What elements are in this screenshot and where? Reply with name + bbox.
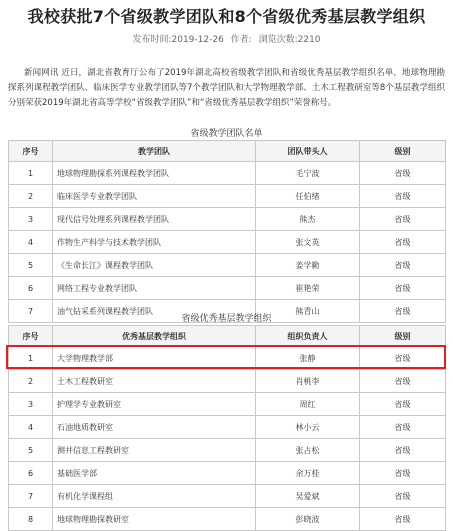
cell-name: 测井信息工程教研室 [53,439,256,462]
cell-name: 地球物理勘探系列课程教学团队 [53,162,256,185]
cell-level: 省级 [360,347,446,370]
teams-header-row [9,141,446,162]
cell-level: 省级 [360,416,446,439]
article-meta [0,32,453,45]
org-row [9,393,446,416]
cell-leader: 肖桃李 [256,370,360,393]
cell-level: 省级 [360,508,446,531]
org-row [9,508,446,531]
cell-index: 4 [9,416,53,439]
cell-index: 2 [9,370,53,393]
teams-header-level: 级别 [360,141,446,162]
cell-name: 有机化学课程组 [53,485,256,508]
cell-level: 省级 [360,185,446,208]
cell-level: 省级 [360,254,446,277]
org-row [9,370,446,393]
view-count: 浏览次数:2210 [258,35,321,45]
cell-index: 1 [9,162,53,185]
cell-leader: 熊青山 [256,300,360,323]
cell-index: 3 [9,393,53,416]
org-row [9,462,446,485]
cell-index: 6 [9,462,53,485]
teams-header-leader: 团队带头人 [256,141,360,162]
cell-name: 《生命长江》课程教学团队 [53,254,256,277]
orgs-caption: 省级优秀基层教学组织 [181,314,272,324]
cell-level: 省级 [360,370,446,393]
cell-leader: 任伯绪 [256,185,360,208]
cell-name: 油气钻采系列课程教学团队 [53,300,256,323]
cell-leader: 彭晓波 [256,508,360,531]
cell-index: 5 [9,439,53,462]
cell-name: 网络工程专业教学团队 [53,277,256,300]
cell-leader: 崔艳荣 [256,277,360,300]
cell-leader: 张占松 [256,439,360,462]
org-row [9,439,446,462]
team-row [9,231,446,254]
cell-index: 7 [9,485,53,508]
cell-leader: 张静 [256,347,360,370]
article-title: 我校获批7个省级教学团队和8个省级优秀基层教学组织 [27,7,426,26]
author-label: 作者: [230,35,252,45]
cell-name: 石油地质教研室 [53,416,256,439]
org-row [9,347,446,370]
team-row [9,277,446,300]
team-row [9,185,446,208]
cell-index: 2 [9,185,53,208]
cell-leader: 熊杰 [256,208,360,231]
cell-leader: 张文英 [256,231,360,254]
cell-level: 省级 [360,439,446,462]
cell-name: 基础医学部 [53,462,256,485]
cell-leader: 周红 [256,393,360,416]
team-row [9,254,446,277]
teams-header-index: 序号 [9,141,53,162]
cell-index: 1 [9,347,53,370]
article-intro: 新闻网讯 近日，湖北省教育厅公布了2019年湖北高校省级教学团队和省级优秀基层教学组织名单，地球物理勘探系列课程教学团队、临床医学专业教学团队等7个教学团队和大学物理教学部、土木工程教研室等8个基层教学组织分别荣获2019年湖北省高等学校“省级教学团队”和“省级优秀基层教学组织”荣誉称号。 [8,68,445,108]
org-row [9,485,446,508]
orgs-header-leader: 组织负责人 [256,326,360,347]
team-row [9,208,446,231]
cell-name: 作物生产科学与技术教学团队 [53,231,256,254]
cell-level: 省级 [360,462,446,485]
cell-leader: 吴爱斌 [256,485,360,508]
teams-table [8,140,446,323]
teams-caption: 省级教学团队名单 [190,129,263,139]
cell-name: 地球物理勘探教研室 [53,508,256,531]
cell-level: 省级 [360,485,446,508]
cell-level: 省级 [360,231,446,254]
cell-index: 3 [9,208,53,231]
cell-level: 省级 [360,162,446,185]
cell-name: 现代信号处理系列课程教学团队 [53,208,256,231]
cell-name: 大学物理教学部 [53,347,256,370]
orgs-header-level: 级别 [360,326,446,347]
publish-date: 发布时间:2019-12-26 [132,35,224,45]
cell-leader: 姜学勤 [256,254,360,277]
cell-level: 省级 [360,208,446,231]
cell-index: 8 [9,508,53,531]
cell-index: 7 [9,300,53,323]
cell-leader: 余万桂 [256,462,360,485]
orgs-header-index: 序号 [9,326,53,347]
cell-name: 护理学专业教研室 [53,393,256,416]
cell-leader: 林小云 [256,416,360,439]
cell-index: 5 [9,254,53,277]
cell-index: 6 [9,277,53,300]
cell-index: 4 [9,231,53,254]
cell-name: 土木工程教研室 [53,370,256,393]
cell-level: 省级 [360,277,446,300]
orgs-header-org: 优秀基层教学组织 [53,326,256,347]
orgs-header-row [9,326,446,347]
cell-level: 省级 [360,300,446,323]
orgs-table [8,325,446,531]
teams-header-team: 教学团队 [53,141,256,162]
cell-level: 省级 [360,393,446,416]
org-row [9,416,446,439]
cell-leader: 毛宁波 [256,162,360,185]
team-row [9,162,446,185]
cell-name: 临床医学专业教学团队 [53,185,256,208]
